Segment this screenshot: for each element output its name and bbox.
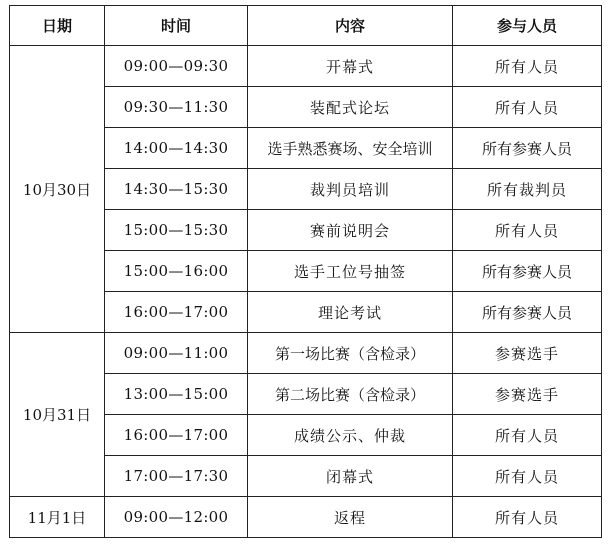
participants-cell: 所有人员 [453,415,602,456]
participants-cell: 参赛选手 [453,374,602,415]
table-row [10,46,602,87]
time-cell: 09:00—11:00 [105,333,248,374]
time-cell: 15:00—16:00 [105,251,248,292]
header-date: 日期 [10,6,105,46]
header-time: 时间 [105,6,248,46]
content-cell: 选手工位号抽签 [248,251,453,292]
participants-cell: 所有参赛人员 [453,292,602,333]
content-cell: 第二场比赛（含检录） [248,374,453,415]
content-cell: 赛前说明会 [248,210,453,251]
time-cell: 09:00—12:00 [105,497,248,538]
participants-cell: 所有人员 [453,87,602,128]
content-cell: 裁判员培训 [248,169,453,210]
participants-cell: 所有人员 [453,46,602,87]
header-content: 内容 [248,6,453,46]
time-cell: 09:00—09:30 [105,46,248,87]
table-header-row [10,6,602,46]
content-cell: 开幕式 [248,46,453,87]
content-cell: 装配式论坛 [248,87,453,128]
participants-cell: 所有人员 [453,497,602,538]
content-cell: 第一场比赛（含检录） [248,333,453,374]
time-cell: 09:30—11:30 [105,87,248,128]
content-cell: 闭幕式 [248,456,453,497]
schedule-table [9,5,602,538]
date-cell: 11月1日 [10,497,105,538]
table-row [10,497,602,538]
content-cell: 返程 [248,497,453,538]
header-participants: 参与人员 [453,6,602,46]
content-cell: 选手熟悉赛场、安全培训 [248,128,453,169]
time-cell: 14:00—14:30 [105,128,248,169]
participants-cell: 所有参赛人员 [453,128,602,169]
content-cell: 理论考试 [248,292,453,333]
date-cell: 10月31日 [10,333,105,497]
participants-cell: 所有参赛人员 [453,251,602,292]
schedule-container [9,5,602,538]
time-cell: 17:00—17:30 [105,456,248,497]
table-row [10,333,602,374]
time-cell: 15:00—15:30 [105,210,248,251]
participants-cell: 参赛选手 [453,333,602,374]
time-cell: 16:00—17:00 [105,292,248,333]
participants-cell: 所有人员 [453,456,602,497]
time-cell: 16:00—17:00 [105,415,248,456]
participants-cell: 所有裁判员 [453,169,602,210]
time-cell: 14:30—15:30 [105,169,248,210]
time-cell: 13:00—15:00 [105,374,248,415]
content-cell: 成绩公示、仲裁 [248,415,453,456]
date-cell: 10月30日 [10,46,105,333]
participants-cell: 所有人员 [453,210,602,251]
